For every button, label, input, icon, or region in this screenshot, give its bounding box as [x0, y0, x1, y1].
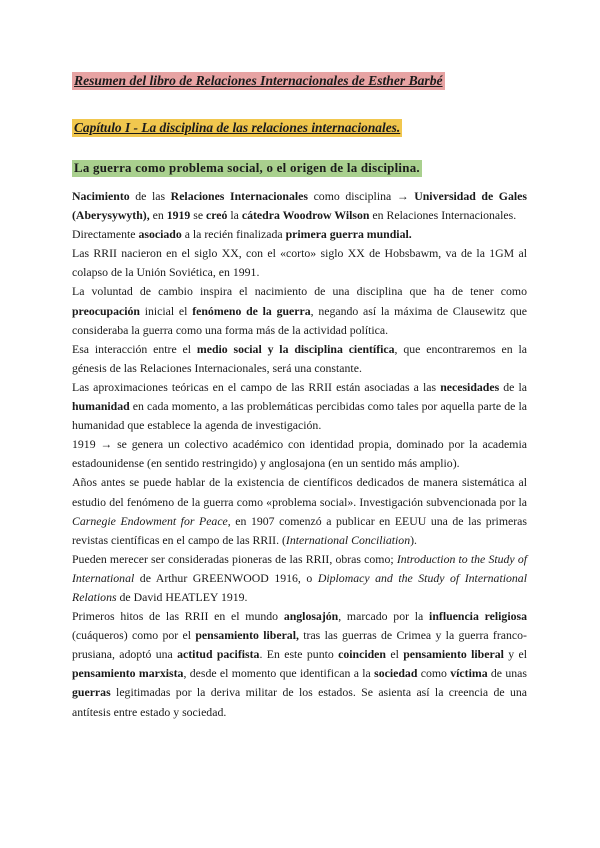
bold-text: víctima — [450, 666, 488, 681]
paragraph — [72, 225, 527, 244]
bold-text: preocupación — [72, 303, 140, 318]
text-run: a la recién finalizada — [181, 227, 286, 242]
text-run: de Arthur GREENWOOD 1916, o — [134, 570, 318, 585]
text-run: de unas — [487, 666, 527, 681]
paragraph — [72, 607, 527, 722]
bold-text: pensamiento marxista — [72, 666, 184, 681]
bold-text: coinciden — [338, 647, 386, 662]
paragraph — [72, 435, 527, 473]
bold-text: creó — [206, 208, 228, 223]
chapter-heading: Capítulo I - La disciplina de las relaciones internacionales. — [74, 120, 401, 135]
bold-text: asociado — [138, 227, 182, 242]
paragraph — [72, 187, 527, 225]
text-run: . En este punto — [259, 647, 339, 662]
text-run: inicial el — [139, 303, 193, 318]
text-run: 1919 → se genera un colectivo académico con identidad propia, dominado por la academia estadounidense (en sentido restringido) y anglosajona (en un sentido más amplio). — [72, 437, 527, 471]
text-run: Las RRII nacieron en el siglo XX, con el «corto» siglo XX de Hobsbawm, va de la 1GM al colapso de la Unión Soviética, en 1991. — [72, 246, 527, 280]
bold-text: necesidades — [440, 379, 500, 394]
text-run: (cuáqueros) como por el — [72, 628, 196, 643]
italic-text: Diplomacy and the Study of International Relations — [72, 570, 527, 604]
bold-text: Nacimiento — [72, 189, 130, 203]
bold-text: actitud pacifista — [177, 647, 260, 662]
text-run: , que encontraremos en la génesis de las Relaciones Internacionales, será una constante. — [72, 341, 527, 375]
bold-text: fenómeno de la guerra — [192, 303, 311, 318]
text-run: , desde el momento que identifican a la — [183, 666, 375, 681]
document-title: Resumen del libro de Relaciones Internacionales de Esther Barbé — [74, 73, 443, 88]
bold-text: humanidad — [72, 399, 130, 414]
bold-text: cátedra Woodrow Wilson — [241, 208, 370, 223]
text-run: legitimadas por la deriva militar de los estados. Se asienta así la creencia de una antítesis entre estado y sociedad. — [72, 685, 527, 719]
bold-text: influencia religiosa — [429, 609, 527, 624]
bold-text: Relaciones Internacionales — [170, 189, 308, 203]
text-run: ). — [410, 532, 417, 547]
bold-text: pensamiento liberal, — [195, 628, 299, 643]
paragraph — [72, 550, 527, 607]
text-run: Esa interacción entre el — [72, 341, 197, 356]
bold-text: primera guerra mundial. — [285, 227, 412, 242]
text-run: , en 1907 comenzó a publicar en EEUU una de las primeras revistas científicas en el campo de las RRII. ( — [72, 513, 527, 547]
paragraph — [72, 282, 527, 339]
text-run: , marcado por la — [338, 609, 430, 624]
text-run: y el — [503, 647, 528, 662]
paragraph — [72, 340, 527, 378]
text-run: Primeros hitos de las RRII en el mundo — [72, 609, 284, 624]
text-run: Años antes se puede hablar de la existencia de científicos dedicados de manera sistemática al estudio del fenómeno de la guerra como «problema social». Investigación subvencionada por la — [72, 475, 527, 509]
bold-text: pensamiento liberal — [403, 647, 504, 662]
text-run: la — [227, 208, 242, 223]
text-run: de las — [129, 189, 171, 203]
text-run: de David HEATLEY 1919. — [116, 589, 248, 604]
text-run: como — [417, 666, 451, 681]
paragraph — [72, 473, 527, 549]
italic-text: International Conciliation — [285, 532, 411, 547]
section-heading: La guerra como problema social, o el origen de la disciplina. — [74, 161, 420, 175]
text-run: como disciplina — [307, 189, 397, 203]
text-run: , negando así la máxima de Clausewitz que consideraba la guerra como una forma más de la actividad política. — [72, 303, 527, 337]
bold-text: guerras — [72, 685, 111, 700]
text-run: Pueden merecer ser consideradas pioneras de las RRII, obras como; — [72, 551, 397, 566]
paragraph — [72, 378, 527, 435]
text-run: de la — [499, 379, 528, 394]
text-run: Directamente — [72, 227, 139, 242]
text-run: se — [190, 208, 207, 223]
bold-text: medio social y la disciplina científica — [196, 341, 395, 356]
text-run: La voluntad de cambio inspira el nacimiento de una disciplina que ha de tener como — [72, 284, 527, 299]
text-run: en Relaciones Internacionales. — [369, 208, 517, 223]
italic-text: Carnegie Endowment for Peace — [72, 513, 228, 528]
italic-text: Introduction to the Study of International — [72, 551, 528, 585]
bold-text: → Universidad de Gales (Aberysywyth), — [72, 189, 527, 223]
text-run: el — [385, 647, 404, 662]
document-body — [72, 187, 527, 722]
text-run: Las aproximaciones teóricas en el campo de las RRII están asociadas a las — [72, 379, 441, 394]
paragraph — [72, 244, 527, 282]
text-run: tras las guerras de Crimea y la guerra franco-prusiana, adoptó una — [72, 628, 527, 662]
bold-text: anglosajón — [283, 609, 339, 624]
bold-text: sociedad — [374, 666, 418, 681]
text-run: en — [149, 208, 167, 223]
bold-text: 1919 — [166, 208, 191, 223]
text-run: en cada momento, a las problemáticas percibidas como tales por aquella parte de la humanidad que establece la agenda de investigación. — [72, 399, 527, 433]
